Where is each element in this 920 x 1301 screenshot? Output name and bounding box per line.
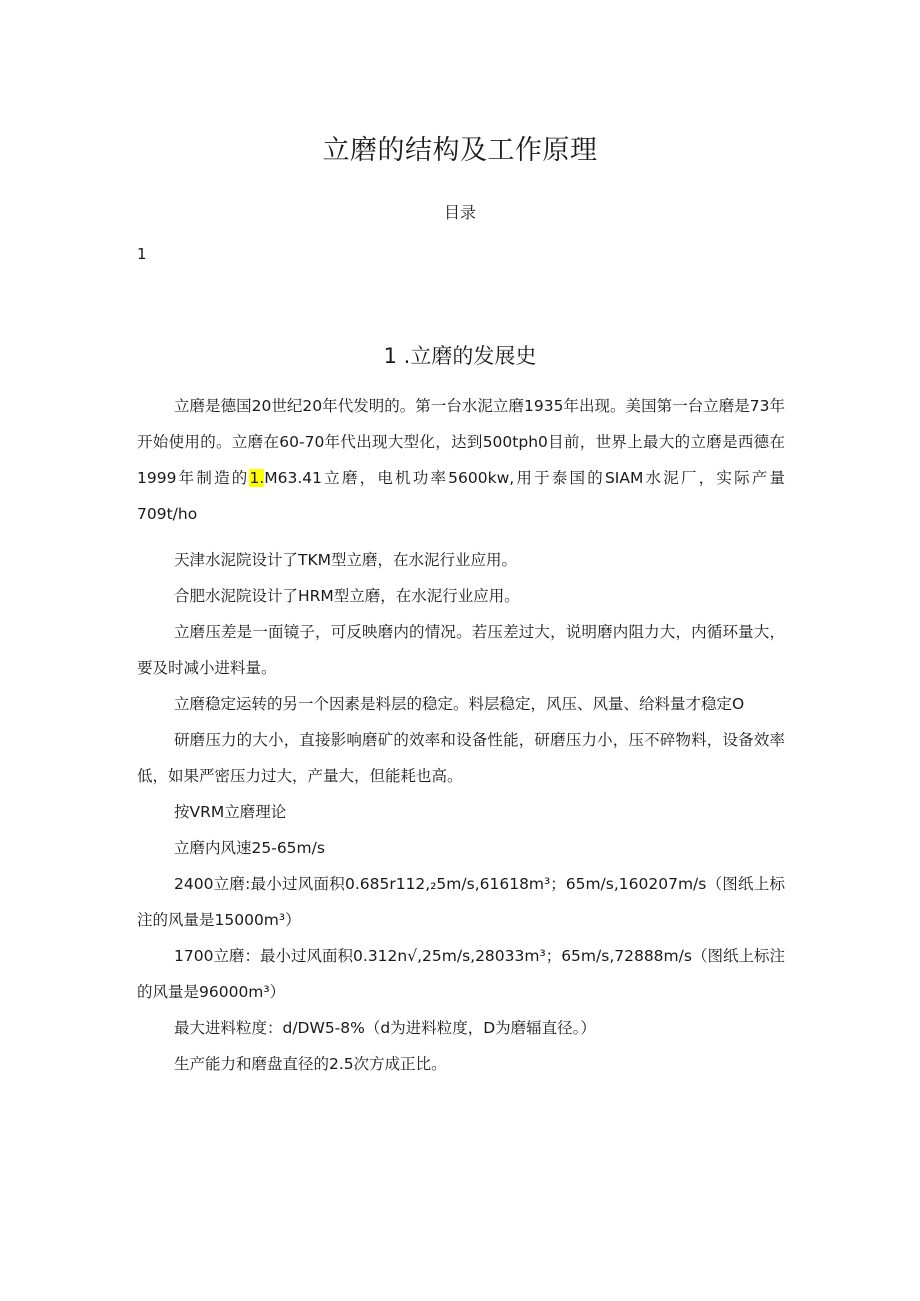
paragraph-2400: 2400立磨:最小过风面积0.685r112,₂5m∕s,61618m³；65m∕s,160207m∕s（图纸上标注的风量是15000m³） (137, 875, 785, 929)
document-title: 立磨的结构及工作原理 (322, 135, 598, 166)
paragraph-capacity: 生产能力和磨盘直径的2.5次方成正比。 (174, 1055, 447, 1073)
paragraph-feed-size: 最大进料粒度：d∕DW5-8%（d为进料粒度，D为磨辐直径。） (174, 1019, 596, 1037)
section-heading: 1 .立磨的发展史 (383, 344, 537, 368)
highlighted-text: 1. (249, 469, 265, 487)
toc-entry: 1 (137, 245, 147, 263)
paragraph-tkm: 天津水泥院设计了TKM型立磨，在水泥行业应用。 (174, 551, 518, 569)
paragraph-history (137, 388, 785, 532)
paragraph-hrm: 合肥水泥院设计了HRM型立磨，在水泥行业应用。 (174, 587, 520, 605)
paragraph-text: 立磨是德国20世纪20年代发明的。第一台水泥立磨1935年出现。美国第一台立磨是73年开始使用的。立磨在60-70年代出现大型化，达到500tph0目前，世界上最大的立磨是西德在1999年制造的 (137, 397, 785, 487)
paragraph-grinding-pressure: 研磨压力的大小，直接影响磨矿的效率和设备性能，研磨压力小，压不碎物料，设备效率低，如果严密压力过大，产量大，但能耗也高。 (137, 731, 785, 785)
paragraph-pressure-diff: 立磨压差是一面镜子，可反映磨内的情况。若压差过大，说明磨内阻力大，内循环量大，要及时减小进料量。 (137, 623, 785, 677)
toc-title: 目录 (443, 203, 476, 222)
paragraph-1700: 1700立磨：最小过风面积0.312n√,25m∕s,28033m³；65m∕s,72888m∕s（图纸上标注的风量是96000m³） (137, 947, 785, 1001)
paragraph-vrm: 按VRM立磨理论 (174, 803, 287, 821)
paragraph-wind-speed: 立磨内风速25-65m∕s (174, 839, 325, 857)
paragraph-text: M63.41立磨，电机功率5600kw,用于泰国的SIAM水泥厂，实际产量709t∕ho (137, 469, 785, 523)
body-text (137, 388, 785, 1082)
paragraph-material-layer: 立磨稳定运转的另一个因素是料层的稳定。料层稳定，风压、风量、给料量才稳定O (174, 695, 745, 713)
